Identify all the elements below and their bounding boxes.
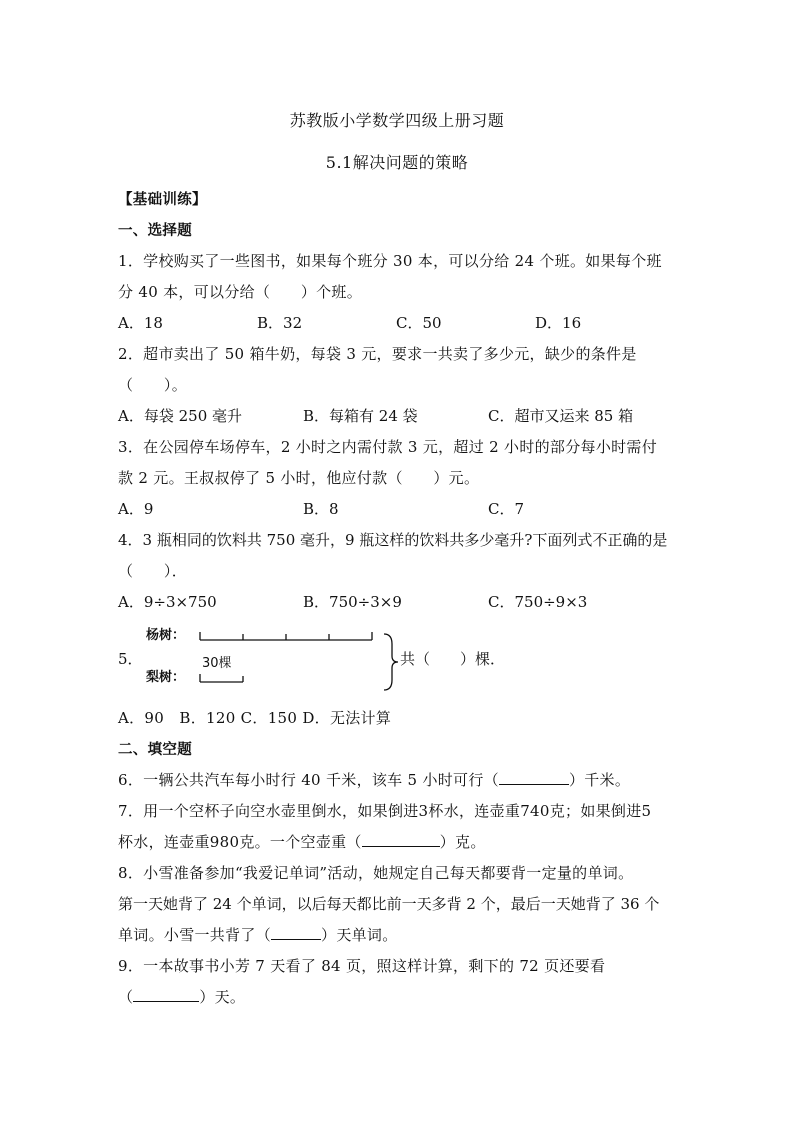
question-2-line-1: 2．超市卖出了 50 箱牛奶，每袋 3 元，要求一共卖了多少元，缺少的条件是 bbox=[118, 345, 637, 363]
question-3-line-2: 款 2 元。王叔叔停了 5 小时，他应付款（ ）元。 bbox=[118, 469, 480, 487]
question-4-option-c: C．750÷9×3 bbox=[488, 593, 588, 611]
section-fill-heading: 二、填空题 bbox=[118, 742, 192, 758]
poplar-label: 杨树： bbox=[146, 628, 186, 643]
question-6-answer-blank[interactable] bbox=[499, 770, 569, 785]
question-8-text: 单词。小雪一共背了（ bbox=[118, 926, 272, 944]
page-subtitle: 5.1解决问题的策略 bbox=[325, 153, 469, 172]
question-3-option-c: C．7 bbox=[488, 500, 525, 518]
question-1-option-d: D．16 bbox=[535, 314, 582, 332]
question-9-text: （ bbox=[118, 988, 134, 1006]
question-5-figure bbox=[118, 620, 538, 700]
question-4-line-2: （ ）． bbox=[118, 562, 188, 580]
question-4-option-b: B．750÷3×9 bbox=[303, 593, 402, 611]
question-2-line-2: （ ）。 bbox=[118, 376, 188, 394]
question-2-option-c: C．超市又运来 85 箱 bbox=[488, 407, 634, 425]
question-8-text-end: ）天单词。 bbox=[321, 926, 398, 944]
question-7-answer-blank[interactable] bbox=[362, 832, 440, 847]
question-1-line-1: 1．学校购买了一些图书，如果每个班分 30 本，可以分给 24 个班。如果每个班 bbox=[118, 252, 662, 270]
question-9-line-1: 9．一本故事书小芳 7 天看了 84 页，照这样计算，剩下的 72 页还要看 bbox=[118, 957, 606, 975]
question-5-total: 共（ ）棵． bbox=[400, 650, 506, 668]
question-8-line-2: 第一天她背了 24 个单词，以后每天都比前一天多背 2 个，最后一天她背了 36 个 bbox=[118, 895, 660, 913]
pear-label: 梨树： bbox=[146, 670, 186, 685]
question-1-line-2: 分 40 本，可以分给（ ）个班。 bbox=[118, 283, 363, 301]
question-5-options: A．90 B．120 C．150 D．无法计算 bbox=[118, 709, 392, 727]
question-8-line-3 bbox=[118, 924, 398, 945]
question-7-line-2 bbox=[118, 831, 486, 852]
pear-count-label: 30棵 bbox=[202, 656, 232, 671]
question-1-option-a: A．18 bbox=[118, 314, 163, 332]
question-8-line-1: 8．小雪准备参加“我爱记单词”活动，她规定自己每天都要背一定量的单词。 bbox=[118, 864, 634, 882]
question-9-text-end: ）天。 bbox=[199, 988, 246, 1006]
question-9-answer-blank[interactable] bbox=[133, 987, 199, 1002]
question-6-text-end: ）千米。 bbox=[568, 771, 631, 789]
question-5-number: 5． bbox=[118, 650, 143, 668]
question-7-line-1: 7．用一个空杯子向空水壶里倒水，如果倒进3杯水，连壶重740克；如果倒进5 bbox=[118, 802, 652, 820]
brace-shape bbox=[384, 634, 398, 690]
question-1-option-c: C．50 bbox=[396, 314, 442, 332]
question-2-option-b: B．每箱有 24 袋 bbox=[303, 407, 418, 425]
section-training-heading: 【基础训练】 bbox=[118, 192, 207, 208]
question-6 bbox=[118, 769, 630, 790]
question-3-line-1: 3．在公园停车场停车，2 小时之内需付款 3 元，超过 2 小时的部分每小时需付 bbox=[118, 438, 658, 456]
question-4-line-1: 4．3 瓶相同的饮料共 750 毫升，9 瓶这样的饮料共多少毫升?下面列式不正确的是 bbox=[118, 531, 668, 549]
page-title: 苏教版小学数学四级上册习题 bbox=[289, 111, 505, 130]
question-8-answer-blank[interactable] bbox=[271, 925, 321, 940]
question-4-option-a: A．9÷3×750 bbox=[118, 593, 217, 611]
question-7-text: 杯水，连壶重980克。一个空壶重（ bbox=[118, 833, 362, 851]
pear-bar bbox=[200, 674, 243, 682]
question-7-text-end: ）克。 bbox=[439, 833, 486, 851]
poplar-bar bbox=[200, 632, 372, 640]
section-choice-heading: 一、选择题 bbox=[118, 223, 192, 239]
question-1-option-b: B．32 bbox=[257, 314, 303, 332]
question-3-option-b: B．8 bbox=[303, 500, 339, 518]
question-6-text: 6．一辆公共汽车每小时行 40 千米，该车 5 小时可行（ bbox=[118, 771, 499, 789]
question-9-line-2 bbox=[118, 986, 245, 1007]
question-2-option-a: A．每袋 250 毫升 bbox=[118, 407, 242, 425]
question-3-option-a: A．9 bbox=[118, 500, 154, 518]
